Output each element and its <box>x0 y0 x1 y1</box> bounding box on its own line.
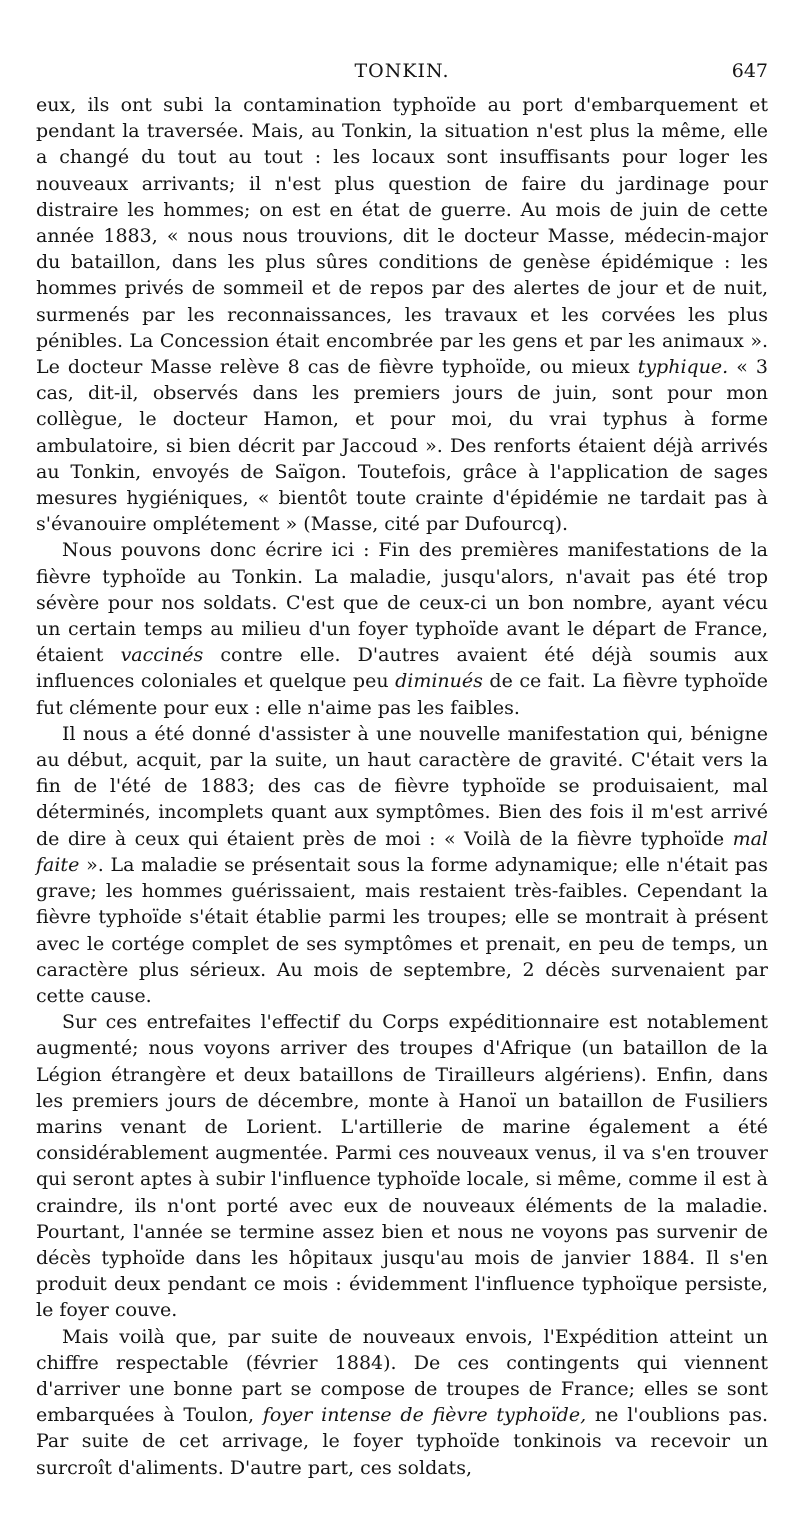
emphasis-text: mal faite <box>36 827 768 876</box>
paragraph-text: ». La maladie se présentait sous la forme adynamique; elle n'était pas grave; les hommes guérissaient, mais restaient très-faibles. Cependant la fièvre typhoïde s'était établie parmi les troupes; elle se montrait à présent avec le cortége complet de ses symptômes et prenait, en peu de temps, un caractère plus sérieux. Au mois de septembre, 2 décès survenaient par cette cause. <box>36 853 768 1007</box>
paragraph-2 <box>36 537 768 720</box>
page-header <box>36 60 768 90</box>
paragraph-4 <box>36 1009 768 1323</box>
paragraph-text: Il nous a été donné d'assister à une nouvelle manifestation qui, bénigne au début, acquit, par la suite, un haut caractère de gravité. C'était vers la fin de l'été de 1883; des cas de fièvre typhoïde se produisaient, mal déterminés, incomplets quant aux symptômes. Bien des fois il m'est arrivé de dire à ceux qui étaient près de moi : « Voilà de la fièvre typhoïde <box>36 722 768 850</box>
emphasis-text: diminués <box>395 670 483 693</box>
paragraph-text: contre elle. D'autres avaient été déjà soumis aux influences coloniales et quelque peu <box>36 644 768 693</box>
paragraph-text: eux, ils ont subi la contamination typhoïde au port d'embarquement et pendant la traversée. Mais, au Tonkin, la situation n'est plus la même, elle a changé du tout au tout : les locaux sont insuffisants pour loger les nouveaux arrivants; il n'est plus question de faire du jardinage pour distraire les hommes; on est en état de guerre. Au mois de juin de cette année 1883, « nous nous trouvions, dit le docteur Masse, médecin-major du bataillon, dans les plus sûres conditions de genèse épidémique : les hommes privés de sommeil et de repos par des alertes de jour et de nuit, surmenés par les reconnaissances, les travaux et les corvées les plus pénibles. La Concession était encombrée par les gens et par les animaux ». Le docteur Masse relève 8 cas de fièvre typhoïde, ou mieux <box>36 94 768 379</box>
paragraph-3 <box>36 721 768 1009</box>
emphasis-text: vaccinés <box>120 644 204 667</box>
paragraph-text: « 3 cas, dit-il, observés dans les premiers jours de juin, sont pour mon collègue, le docteur Hamon, et pour moi, du vrai typhus à forme ambulatoire, si bien décrit par Jaccoud ». Des renforts étaient déjà arrivés au Tonkin, envoyés de Saïgon. Toutefois, grâce à l'application de sages mesures hygiéniques, « bientôt toute crainte d'épidémie ne tardait pas à s'évanouire omplétement » (Masse, cité par Dufourcq). <box>36 356 768 536</box>
paragraph-text: Mais voilà que, par suite de nouveaux envois, l'Expédition atteint un chiffre respectable (février 1884). De ces contingents qui viennent d'arriver une bonne part se compose de troupes de France; elles se sont embarquées à Toulon, <box>36 1325 768 1427</box>
running-title: TONKIN. <box>354 60 450 82</box>
emphasis-text: foyer intense de fièvre typhoïde, <box>262 1404 587 1427</box>
paragraph-text: de ce fait. La fièvre typhoïde fut clémente pour eux : elle n'aime pas les faibles. <box>36 670 768 719</box>
body-text <box>36 92 768 1481</box>
paragraph-text: Sur ces entrefaites l'effectif du Corps expéditionnaire est notablement augmenté; nous voyons arriver des troupes d'Afrique (un bataillon de la Légion étrangère et deux bataillons de Tirailleurs algériens). Enfin, dans les premiers jours de décembre, monte à Hanoï un bataillon de Fusiliers marins venant de Lorient. L'artillerie de marine également a été considérablement augmentée. Parmi ces nouveaux venus, il va s'en trouver qui seront aptes à subir l'influence typhoïde locale, si même, comme il est à craindre, ils n'ont porté avec eux de nouveaux éléments de la maladie. Pourtant, l'année se termine assez bien et nous ne voyons pas survenir de décès typhoïde dans les hôpitaux jusqu'au mois de janvier 1884. Il s'en produit deux pendant ce mois : évidemment l'influence typhoïque persiste, le foyer couve. <box>36 1011 768 1322</box>
paragraph-text: ne l'oublions pas. Par suite de cet arrivage, le foyer typhoïde tonkinois va recevoir un surcroît d'aliments. D'autre part, ces soldats, <box>36 1404 768 1479</box>
page-number: 647 <box>731 60 768 82</box>
paragraph-1 <box>36 92 768 537</box>
paragraph-text: Nous pouvons donc écrire ici : Fin des premières manifestations de la fièvre typhoïde au Tonkin. La maladie, jusqu'alors, n'avait pas été trop sévère pour nos soldats. C'est que de ceux-ci un bon nombre, ayant vécu un certain temps au milieu d'un foyer typhoïde avant le départ de France, étaient <box>36 539 768 667</box>
paragraph-5 <box>36 1324 768 1481</box>
emphasis-text: typhique. <box>637 356 729 379</box>
